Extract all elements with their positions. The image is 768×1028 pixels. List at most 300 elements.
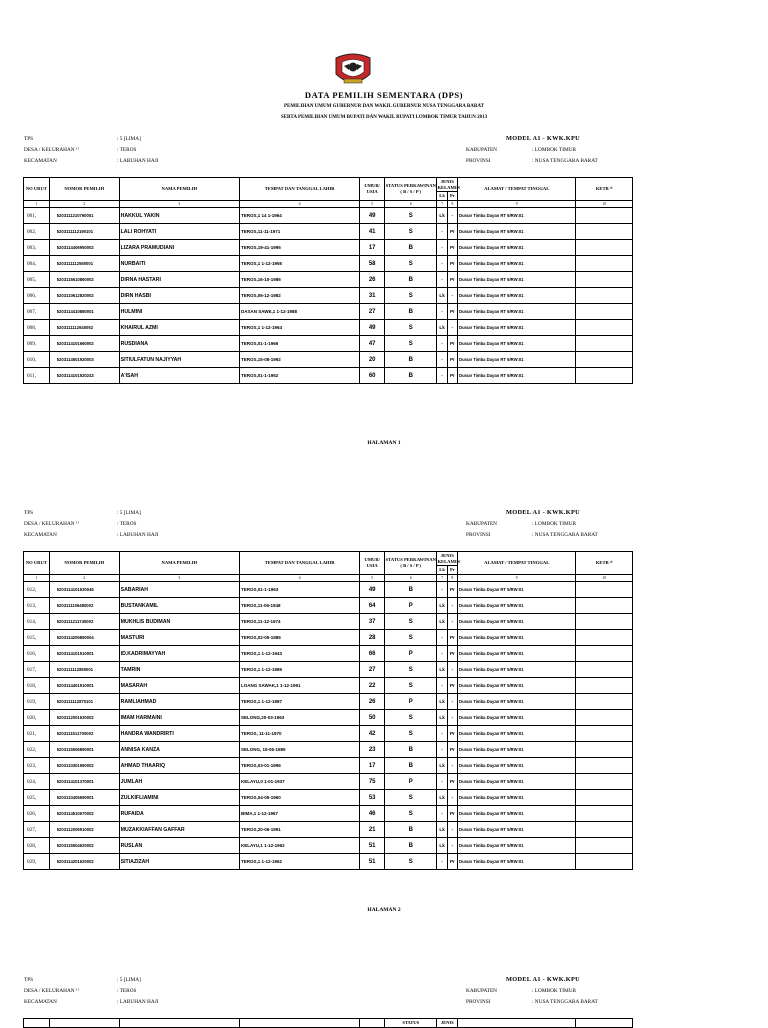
col-header-pr: Pr — [447, 192, 457, 201]
status-cell: P — [385, 694, 437, 710]
col-header-nama-pemilih: NAMA PEMILIH — [119, 178, 239, 201]
column-number: 5 — [360, 575, 385, 582]
no-urut-cell: 007, — [24, 304, 50, 320]
status-cell: B — [385, 272, 437, 288]
nomor-pemilih-cell: 5203111210760001 — [49, 208, 119, 224]
model-label: MODEL A1 - KWK.KPU — [506, 976, 580, 983]
status-cell: S — [385, 662, 437, 678]
alamat-cell: Dusun Timba Dayan RT 5/RW:01 — [458, 854, 576, 870]
tempat-tanggal-lahir-cell: TEROS,20-06-1991 — [239, 822, 359, 838]
alamat-cell: Dusun Timba Dayan RT 5/RW:01 — [458, 630, 576, 646]
table-row — [24, 742, 633, 758]
status-cell: B — [385, 838, 437, 854]
ketr-cell — [576, 630, 633, 646]
no-urut-cell: 024, — [24, 774, 50, 790]
table-row — [24, 256, 633, 272]
table-row — [24, 336, 633, 352]
table-row — [24, 288, 633, 304]
table-row — [24, 368, 633, 384]
nomor-pemilih-cell: 5203111112550001 — [49, 256, 119, 272]
no-urut-cell: 006, — [24, 288, 50, 304]
provinsi-label: PROVINSI — [466, 999, 491, 1005]
col-header-status: STATUS PERKAWINAN ( B / S / P ) — [385, 178, 437, 201]
status-cell: S — [385, 208, 437, 224]
nama-pemilih-cell: SABARIAH — [119, 582, 239, 598]
ketr-cell — [576, 806, 633, 822]
page-header-3 — [0, 977, 768, 1011]
nama-pemilih-cell: KHAIRUL AZMI — [119, 320, 239, 336]
lk-cell: - — [437, 774, 447, 790]
desa-label: DESA / KELURAHAN ¹⁾ — [24, 988, 79, 994]
table-row — [24, 726, 633, 742]
provinsi-label: PROVINSI — [466, 158, 491, 164]
tempat-tanggal-lahir-cell: TEROS,11-06-1948 — [239, 598, 359, 614]
nomor-pemilih-cell: 5203110612820002 — [49, 288, 119, 304]
pr-cell: Pr — [447, 774, 457, 790]
page-number-label: HALAMAN 2 — [367, 907, 401, 913]
pr-cell: Pr — [447, 368, 457, 384]
ketr-cell — [576, 822, 633, 838]
no-urut-cell: 011, — [24, 368, 50, 384]
no-urut-cell: 020, — [24, 710, 50, 726]
no-urut-cell: 014, — [24, 614, 50, 630]
ketr-cell — [576, 742, 633, 758]
status-cell: S — [385, 614, 437, 630]
table-row — [24, 662, 633, 678]
lk-cell: Lk — [437, 710, 447, 726]
status-cell: S — [385, 256, 437, 272]
column-number: 6 — [385, 201, 437, 208]
col-header-status: STATUS PERKAWINAN ( B / S / P ) — [385, 552, 437, 575]
table-row — [24, 838, 633, 854]
nomor-pemilih-cell: 5203115506890001 — [49, 742, 119, 758]
nama-pemilih-cell: A'ISAH — [119, 368, 239, 384]
status-cell: B — [385, 582, 437, 598]
column-number: 3 — [119, 201, 239, 208]
umur-cell: 37 — [360, 614, 385, 630]
status-cell: S — [385, 630, 437, 646]
nama-pemilih-cell: TAMRIN — [119, 662, 239, 678]
col-header-tempat-tanggal-lahir: TEMPAT DAN TANGGAL LAHIR — [239, 552, 359, 575]
nama-pemilih-cell: MUKHLIS BUDIMAN — [119, 614, 239, 630]
kecamatan-label: KECAMATAN — [24, 999, 57, 1005]
no-urut-cell: 010, — [24, 352, 50, 368]
tempat-tanggal-lahir-cell: TEROS, 11-11-1970 — [239, 726, 359, 742]
tempat-tanggal-lahir-cell: TEROS,01-1-1966 — [239, 336, 359, 352]
table-row — [24, 304, 633, 320]
nama-pemilih-cell: RUSDIANA — [119, 336, 239, 352]
no-urut-cell: 002, — [24, 224, 50, 240]
kecamatan-value: : LABUHAN HAJI — [117, 532, 159, 538]
status-cell: B — [385, 352, 437, 368]
pr-cell: - — [447, 320, 457, 336]
nomor-pemilih-cell: 5203114406950002 — [49, 240, 119, 256]
desa-value: : TEROS — [117, 988, 137, 994]
alamat-cell: Dusun Timba Dayan RT 5/RW:01 — [458, 790, 576, 806]
nomor-pemilih-cell: 5203110405590001 — [49, 790, 119, 806]
alamat-cell: Dusun Timba Dayan RT 5/RW:01 — [458, 742, 576, 758]
ketr-cell — [576, 710, 633, 726]
nama-pemilih-cell: JUMLAH — [119, 774, 239, 790]
no-urut-cell: 016, — [24, 646, 50, 662]
umur-cell: 66 — [360, 646, 385, 662]
provinsi-value: : NUSA TENGGARA BARAT — [532, 158, 598, 164]
pr-cell: - — [447, 790, 457, 806]
lk-cell: - — [437, 256, 447, 272]
col-header-nomor-pemilih: NOMOR PEMILIH — [49, 178, 119, 201]
ketr-cell — [576, 678, 633, 694]
nomor-pemilih-cell: 5203114410880001 — [49, 304, 119, 320]
nama-pemilih-cell: MASTURI — [119, 630, 239, 646]
no-urut-cell: 008, — [24, 320, 50, 336]
nama-pemilih-cell: IMAM HARMAINI — [119, 710, 239, 726]
table-row — [24, 694, 633, 710]
pr-cell: - — [447, 838, 457, 854]
col-header-lk: Lk — [437, 192, 447, 201]
umur-cell: 49 — [360, 208, 385, 224]
umur-cell: 17 — [360, 758, 385, 774]
nomor-pemilih-cell: 5203114101510001 — [49, 646, 119, 662]
tempat-tanggal-lahir-cell: TEROS,16-10-1986 — [239, 272, 359, 288]
kecamatan-value: : LABUHAN HAJI — [117, 999, 159, 1005]
nomor-pemilih-cell: 5203112001630002 — [49, 710, 119, 726]
pr-cell: Pr — [447, 742, 457, 758]
umur-cell: 23 — [360, 742, 385, 758]
column-number: 10 — [576, 201, 633, 208]
nomor-pemilih-cell: 5203111106480002 — [49, 598, 119, 614]
status-cell: S — [385, 806, 437, 822]
alamat-cell: Dusun Timba Dayan RT 5/RW:01 — [458, 758, 576, 774]
umur-cell: 75 — [360, 774, 385, 790]
kabupaten-label: KABUPATEN — [466, 988, 498, 994]
table-row — [24, 224, 633, 240]
nomor-pemilih-cell: 5203111511700002 — [49, 726, 119, 742]
partial-jenis-header: JENIS — [437, 1019, 458, 1028]
no-urut-cell: 022, — [24, 742, 50, 758]
status-cell: P — [385, 598, 437, 614]
status-cell: B — [385, 304, 437, 320]
voter-table-page-2 — [23, 551, 633, 870]
document-subtitle-2: SERTA PEMILIHAN UMUM BUPATI DAN WAKIL BUPATI LOMBOK TIMUR TAHUN 2013 — [280, 115, 488, 120]
tempat-tanggal-lahir-cell: TEROS,04-05-1960 — [239, 790, 359, 806]
column-number: 4 — [239, 201, 359, 208]
nama-pemilih-cell: HULMINI — [119, 304, 239, 320]
nama-pemilih-cell: NURBAITI — [119, 256, 239, 272]
ketr-cell — [576, 598, 633, 614]
column-number: 9 — [458, 201, 576, 208]
ketr-cell — [576, 352, 633, 368]
column-number: 8 — [447, 201, 457, 208]
pr-cell: Pr — [447, 806, 457, 822]
column-number: 1 — [24, 575, 50, 582]
tempat-tanggal-lahir-cell: TEROS,1 1-12-1943 — [239, 646, 359, 662]
pr-cell: Pr — [447, 854, 457, 870]
lk-cell: Lk — [437, 694, 447, 710]
no-urut-cell: 003, — [24, 240, 50, 256]
umur-cell: 17 — [360, 240, 385, 256]
ketr-cell — [576, 662, 633, 678]
nama-pemilih-cell: ANNISA KANZA — [119, 742, 239, 758]
col-header-jenis-kelamin: JENIS KELAMIN — [437, 552, 460, 564]
tps-label: TPS — [24, 510, 34, 516]
ketr-cell — [576, 336, 633, 352]
tempat-tanggal-lahir-cell: TEROS,1 1-12-1986 — [239, 662, 359, 678]
nama-pemilih-cell: BUSTANKAMIL — [119, 598, 239, 614]
umur-cell: 26 — [360, 694, 385, 710]
alamat-cell: Dusun Timba Dayan RT 5/RW:01 — [458, 582, 576, 598]
col-header-alamat: ALAMAT / TEMPAT TINGGAL — [458, 552, 576, 575]
table-row — [24, 758, 633, 774]
tempat-tanggal-lahir-cell: TEROS,15-08-1992 — [239, 352, 359, 368]
no-urut-cell: 027, — [24, 822, 50, 838]
lk-cell: - — [437, 582, 447, 598]
tempat-tanggal-lahir-cell: SELONG,20-03-1963 — [239, 710, 359, 726]
lk-cell: Lk — [437, 614, 447, 630]
alamat-cell: Dusun Timba Dayan RT 5/RW:01 — [458, 710, 576, 726]
no-urut-cell: 004, — [24, 256, 50, 272]
lk-cell: - — [437, 224, 447, 240]
pr-cell: - — [447, 288, 457, 304]
tempat-tanggal-lahir-cell: BIMA,1 1-12-1967 — [239, 806, 359, 822]
lk-cell: Lk — [437, 208, 447, 224]
lk-cell: Lk — [437, 790, 447, 806]
no-urut-cell: 029, — [24, 854, 50, 870]
tps-label: TPS — [24, 977, 34, 983]
col-header-nomor-pemilih: NOMOR PEMILIH — [49, 552, 119, 575]
lk-cell: - — [437, 304, 447, 320]
nama-pemilih-cell: LIZARA PRAMUDIANI — [119, 240, 239, 256]
lk-cell: - — [437, 240, 447, 256]
nama-pemilih-cell: HAKKUL YAKIN — [119, 208, 239, 224]
tempat-tanggal-lahir-cell: TEROS,01-1-1963 — [239, 582, 359, 598]
no-urut-cell: 001, — [24, 208, 50, 224]
tps-label: TPS — [24, 136, 34, 142]
kabupaten-value: : LOMBOK TIMUR — [532, 988, 577, 994]
umur-cell: 60 — [360, 368, 385, 384]
alamat-cell: Dusun Timba Dayan RT 5/RW:01 — [458, 614, 576, 630]
table-row — [24, 710, 633, 726]
col-header-pr: Pr — [447, 566, 457, 575]
kpu-emblem-logo — [330, 48, 376, 90]
col-header-umur: UMUR/ USIA — [360, 178, 385, 201]
nomor-pemilih-cell: 5203111112640052 — [49, 320, 119, 336]
nomor-pemilih-cell: 5203114101520243 — [49, 368, 119, 384]
lk-cell: Lk — [437, 822, 447, 838]
table-row — [24, 806, 633, 822]
ketr-cell — [576, 614, 633, 630]
col-header-lk: Lk — [437, 566, 447, 575]
tempat-tanggal-lahir-cell: TEROS,03-01-1996 — [239, 758, 359, 774]
alamat-cell: Dusun Timba Dayan RT 5/RW:01 — [458, 208, 576, 224]
alamat-cell: Dusun Timba Dayan RT 5/RW:01 — [458, 646, 576, 662]
desa-value: : TEROS — [117, 147, 137, 153]
pr-cell: Pr — [447, 646, 457, 662]
ketr-cell — [576, 838, 633, 854]
umur-cell: 49 — [360, 582, 385, 598]
voter-table-page-1 — [23, 177, 633, 384]
ketr-cell — [576, 272, 633, 288]
table-row — [24, 272, 633, 288]
ketr-cell — [576, 240, 633, 256]
table-row — [24, 320, 633, 336]
provinsi-label: PROVINSI — [466, 532, 491, 538]
col-header-ketr: KETR ²⁾ — [576, 178, 633, 201]
alamat-cell: Dusun Timba Dayan RT 5/RW:01 — [458, 694, 576, 710]
no-urut-cell: 013, — [24, 598, 50, 614]
tempat-tanggal-lahir-cell: TEROS,01-1-1952 — [239, 368, 359, 384]
lk-cell: - — [437, 272, 447, 288]
alamat-cell: Dusun Timba Dayan RT 5/RW:01 — [458, 288, 576, 304]
status-cell: P — [385, 774, 437, 790]
alamat-cell: Dusun Timba Dayan RT 5/RW:01 — [458, 822, 576, 838]
column-number: 1 — [24, 201, 50, 208]
desa-label: DESA / KELURAHAN ¹⁾ — [24, 147, 79, 153]
ketr-cell — [576, 368, 633, 384]
nama-pemilih-cell: DIRN HASBI — [119, 288, 239, 304]
status-cell: S — [385, 336, 437, 352]
nomor-pemilih-cell: 5203114401910001 — [49, 678, 119, 694]
lk-cell: - — [437, 806, 447, 822]
ketr-cell — [576, 726, 633, 742]
lk-cell: - — [437, 368, 447, 384]
kabupaten-label: KABUPATEN — [466, 147, 498, 153]
pr-cell: Pr — [447, 678, 457, 694]
model-label: MODEL A1 - KWK.KPU — [506, 135, 580, 142]
umur-cell: 41 — [360, 224, 385, 240]
status-cell: S — [385, 678, 437, 694]
umur-cell: 42 — [360, 726, 385, 742]
alamat-cell: Dusun Timba Dayan RT 5/RW:01 — [458, 368, 576, 384]
status-cell: B — [385, 822, 437, 838]
nomor-pemilih-cell: 5203111112870101 — [49, 694, 119, 710]
table-row — [24, 208, 633, 224]
status-cell: B — [385, 742, 437, 758]
alamat-cell: Dusun Timba Dayan RT 5/RW:01 — [458, 726, 576, 742]
nomor-pemilih-cell: 5203114101630045 — [49, 582, 119, 598]
col-header-no-urut: NO URUT — [24, 552, 50, 575]
col-header-tempat-tanggal-lahir: TEMPAT DAN TANGGAL LAHIR — [239, 178, 359, 201]
lk-cell: Lk — [437, 838, 447, 854]
tempat-tanggal-lahir-cell: TEROS,1 1-12-1964 — [239, 320, 359, 336]
no-urut-cell: 025, — [24, 790, 50, 806]
provinsi-value: : NUSA TENGGARA BARAT — [532, 532, 598, 538]
table-row — [24, 240, 633, 256]
page-header-1 — [0, 136, 768, 170]
nomor-pemilih-cell: 5203111112190101 — [49, 224, 119, 240]
tempat-tanggal-lahir-cell: TEROS,1 1-12-1987 — [239, 694, 359, 710]
tps-value: : 5 [LIMA] — [117, 510, 141, 516]
nama-pemilih-cell: AHMAD THAARIQ — [119, 758, 239, 774]
alamat-cell: Dusun Timba Dayan RT 5/RW:01 — [458, 806, 576, 822]
umur-cell: 22 — [360, 678, 385, 694]
tempat-tanggal-lahir-cell: SELONG, 15-06-1989 — [239, 742, 359, 758]
lk-cell: Lk — [437, 662, 447, 678]
tempat-tanggal-lahir-cell: TEROS,11-12-1974 — [239, 614, 359, 630]
table-row — [24, 598, 633, 614]
nama-pemilih-cell: SITIAZIZAH — [119, 854, 239, 870]
status-cell: S — [385, 288, 437, 304]
nomor-pemilih-cell: 5203111112850001 — [49, 662, 119, 678]
col-header-alamat: ALAMAT / TEMPAT TINGGAL — [458, 178, 576, 201]
tempat-tanggal-lahir-cell: TEROS,02-05-1985 — [239, 630, 359, 646]
pr-cell: Pr — [447, 240, 457, 256]
umur-cell: 51 — [360, 838, 385, 854]
kecamatan-label: KECAMATAN — [24, 532, 57, 538]
pr-cell: - — [447, 822, 457, 838]
umur-cell: 58 — [360, 256, 385, 272]
no-urut-cell: 026, — [24, 806, 50, 822]
nomor-pemilih-cell: 5203111211740002 — [49, 614, 119, 630]
status-cell: S — [385, 320, 437, 336]
lk-cell: Lk — [437, 758, 447, 774]
col-header-jenis-kelamin: JENIS KELAMIN — [437, 178, 460, 190]
tps-value: : 5 [LIMA] — [117, 136, 141, 142]
umur-cell: 27 — [360, 304, 385, 320]
kecamatan-label: KECAMATAN — [24, 158, 57, 164]
nomor-pemilih-cell: 5203112006910002 — [49, 822, 119, 838]
umur-cell: 47 — [360, 336, 385, 352]
alamat-cell: Dusun Timba Dayan RT 5/RW:01 — [458, 304, 576, 320]
pr-cell: - — [447, 614, 457, 630]
tempat-tanggal-lahir-cell: LOANG SAWAK,1 1-12-1991 — [239, 678, 359, 694]
status-cell: B — [385, 368, 437, 384]
pr-cell: Pr — [447, 336, 457, 352]
table-row — [24, 774, 633, 790]
nama-pemilih-cell: MASARAH — [119, 678, 239, 694]
umur-cell: 26 — [360, 272, 385, 288]
nama-pemilih-cell: HANDRA WANDRIRTI — [119, 726, 239, 742]
col-header-umur: UMUR/ USIA — [360, 552, 385, 575]
no-urut-cell: 009, — [24, 336, 50, 352]
alamat-cell: Dusun Timba Dayan RT 5/RW:01 — [458, 678, 576, 694]
table-row — [24, 854, 633, 870]
ketr-cell — [576, 288, 633, 304]
table-row — [24, 352, 633, 368]
column-number: 7 — [437, 201, 447, 208]
tempat-tanggal-lahir-cell: TEROS,19-41-1995 — [239, 240, 359, 256]
table-row — [24, 678, 633, 694]
ketr-cell — [576, 224, 633, 240]
pr-cell: Pr — [447, 726, 457, 742]
model-label: MODEL A1 - KWK.KPU — [506, 509, 580, 516]
lk-cell: Lk — [437, 288, 447, 304]
col-header-ketr: KETR ²⁾ — [576, 552, 633, 575]
pr-cell: - — [447, 208, 457, 224]
column-number: 4 — [239, 575, 359, 582]
pr-cell: Pr — [447, 272, 457, 288]
column-number: 3 — [119, 575, 239, 582]
umur-cell: 50 — [360, 710, 385, 726]
tempat-tanggal-lahir-cell: KELAYU,1 1-12-1962 — [239, 838, 359, 854]
umur-cell: 21 — [360, 822, 385, 838]
lk-cell: - — [437, 678, 447, 694]
lk-cell: Lk — [437, 320, 447, 336]
tempat-tanggal-lahir-cell: TEROS,1 1-12-1955 — [239, 256, 359, 272]
status-cell: S — [385, 726, 437, 742]
column-number: 2 — [49, 201, 119, 208]
lk-cell: - — [437, 630, 447, 646]
alamat-cell: Dusun Timba Dayan RT 5/RW:01 — [458, 774, 576, 790]
lk-cell: - — [437, 742, 447, 758]
tempat-tanggal-lahir-cell: DASAN SAWE,1 1-12-1988 — [239, 304, 359, 320]
alamat-cell: Dusun Timba Dayan RT 5/RW:01 — [458, 224, 576, 240]
no-urut-cell: 023, — [24, 758, 50, 774]
page-number-label: HALAMAN 1 — [367, 440, 401, 446]
table-row — [24, 630, 633, 646]
nama-pemilih-cell: RUFAIDA — [119, 806, 239, 822]
column-number: 8 — [447, 575, 457, 582]
no-urut-cell: 028, — [24, 838, 50, 854]
